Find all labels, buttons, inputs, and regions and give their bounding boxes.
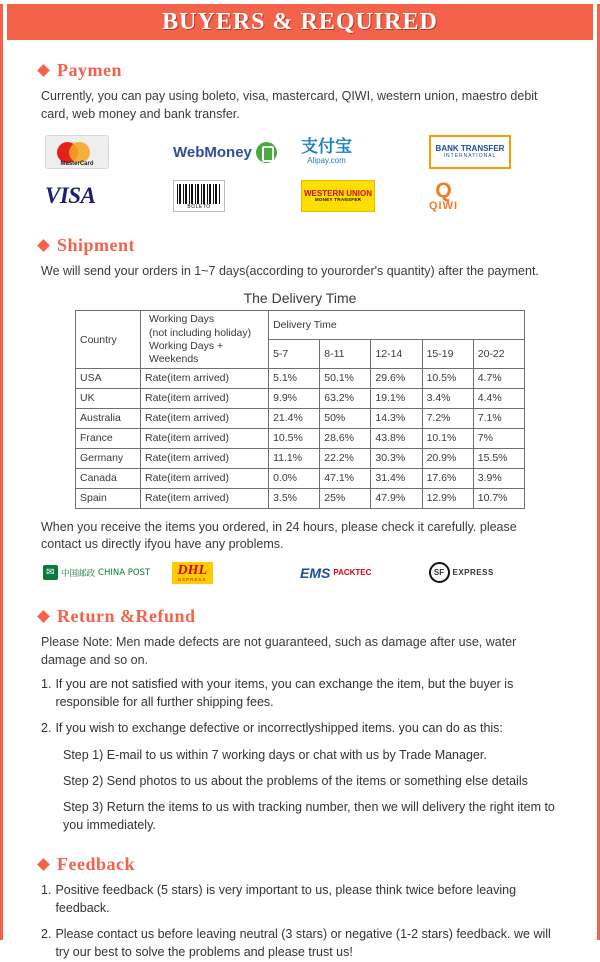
logo-cell-bank-transfer: [429, 135, 557, 169]
diamond-bullet-icon: [37, 64, 50, 77]
row-value: 28.6%: [320, 428, 371, 448]
section-return-header: [39, 606, 561, 627]
row-value: 7.1%: [473, 408, 524, 428]
row-value: 10.1%: [422, 428, 473, 448]
list-item: [41, 675, 559, 711]
row-country: France: [76, 428, 141, 448]
row-value: 30.3%: [371, 448, 422, 468]
row-country: Spain: [76, 488, 141, 508]
working-days-line-1: Working Days: [148, 313, 215, 326]
section-payment-header: [39, 60, 561, 81]
ems-label: EMS: [300, 564, 331, 581]
courier-cell-ems: [300, 565, 429, 581]
courier-cell-china-post: [43, 565, 172, 580]
list-item-text: If you wish to exchange defective or incorrectlyshipped items. you can do as this:: [55, 721, 503, 736]
row-value: 10.5%: [422, 368, 473, 388]
courier-logos: [43, 560, 557, 586]
mastercard-label: MasterCard: [60, 161, 94, 168]
logo-cell-alipay: [301, 139, 429, 165]
webmoney-label: WebMoney: [173, 143, 252, 161]
list-item: [41, 925, 559, 961]
row-value: 15.5%: [473, 448, 524, 468]
sf-express-label: EXPRESS: [452, 568, 494, 578]
alipay-label: 支付宝: [301, 137, 352, 158]
row-value: 3.5%: [269, 488, 320, 508]
list-item-index: 2.: [41, 721, 52, 736]
section-feedback-header: [39, 854, 561, 875]
table-row: [76, 448, 525, 468]
row-value: 22.2%: [320, 448, 371, 468]
list-item: [41, 881, 559, 917]
row-value: 4.7%: [473, 368, 524, 388]
range-15-19: 15-19: [422, 340, 473, 369]
payment-logo-row-2: [45, 177, 561, 215]
shipment-body: We will send your orders in 1~7 days(according to yourorder's quantity) after the payment.: [41, 264, 539, 279]
row-value: 4.4%: [473, 388, 524, 408]
dhl-sublabel: EXPRESS: [178, 576, 207, 582]
page-content: [3, 60, 597, 962]
section-title-feedback: Feedback: [57, 854, 135, 874]
diamond-bullet-icon: [37, 858, 50, 871]
row-value: 7.2%: [422, 408, 473, 428]
banner-title: BUYERS & REQUIRED: [162, 8, 438, 35]
section-shipment-header: [39, 235, 561, 256]
return-note: Please Note: Men made defects are not guaranteed, such as damage after use, water damage and so on.: [41, 634, 517, 667]
row-rate-label: Rate(item arrived): [140, 468, 268, 488]
row-value: 20.9%: [422, 448, 473, 468]
china-post-mark-icon: ✉: [43, 565, 58, 580]
row-value: 29.6%: [371, 368, 422, 388]
row-country: Canada: [76, 468, 141, 488]
payment-logos: [45, 133, 561, 215]
shipment-note: When you receive the items you ordered, in 24 hours, please check it carefully. please contact us directly ifyou have any problems.: [41, 519, 517, 552]
mastercard-circles-icon: [57, 141, 97, 163]
sf-express-logo: [429, 562, 494, 583]
return-step-1: Step 1) E-mail to us within 7 working days or chat with us by Trade Manager.: [63, 747, 487, 762]
range-8-11: 8-11: [320, 340, 371, 369]
western-union-label: WESTERN UNION: [304, 189, 372, 198]
ems-sublabel: PACKTEC: [333, 568, 372, 578]
row-rate-label: Rate(item arrived): [140, 388, 268, 408]
page-banner: [7, 4, 593, 40]
row-value: 31.4%: [371, 468, 422, 488]
ems-logo: [300, 565, 371, 581]
row-value: 0.0%: [269, 468, 320, 488]
western-union-logo: [301, 180, 375, 212]
table-row: [76, 311, 525, 340]
row-rate-label: Rate(item arrived): [140, 428, 268, 448]
return-step-2: Step 2) Send photos to us about the problems of the items or something else details: [63, 773, 528, 788]
list-item-index: 1.: [41, 883, 52, 897]
range-20-22: 20-22: [473, 340, 524, 369]
row-country: USA: [76, 368, 141, 388]
row-value: 10.5%: [269, 428, 320, 448]
table-row: [76, 488, 525, 508]
delivery-time-table: [75, 310, 525, 509]
payment-body: Currently, you can pay using boleto, visa, mastercard, QIWI, western union, maestro debit card, web money and bank transfer.: [41, 89, 538, 122]
list-item-index: 1.: [41, 677, 52, 692]
webmoney-mark-icon: [256, 142, 277, 163]
diamond-bullet-icon: [37, 239, 50, 252]
dhl-label: DHL: [177, 562, 208, 578]
list-item-index: 2.: [41, 927, 52, 942]
row-value: 50%: [320, 408, 371, 428]
sf-mark-icon: SF: [429, 562, 450, 583]
list-item-text: If you are not satisfied with your items, you can exchange the item, but the buyer is responsible for all further shipping fees.: [55, 677, 514, 710]
row-value: 3.9%: [473, 468, 524, 488]
logo-cell-boleto: [173, 180, 301, 212]
section-title-shipment: Shipment: [57, 235, 136, 256]
table-row: [76, 428, 525, 448]
delivery-table-title: The Delivery Time: [243, 290, 357, 307]
table-row: [76, 388, 525, 408]
table-row: [76, 408, 525, 428]
row-value: 9.9%: [269, 388, 320, 408]
boleto-label: BOLETO: [187, 204, 211, 211]
row-value: 10.7%: [473, 488, 524, 508]
table-row: [76, 368, 525, 388]
qiwi-label: QIWI: [429, 200, 459, 213]
row-value: 19.1%: [371, 388, 422, 408]
china-post-sublabel: CHINA POST: [98, 567, 151, 578]
row-value: 43.8%: [371, 428, 422, 448]
china-post-logo: [43, 565, 150, 580]
boleto-logo: [173, 180, 225, 212]
bank-transfer-logo: [429, 135, 511, 169]
row-country: Germany: [76, 448, 141, 468]
mastercard-logo: [45, 135, 109, 169]
alipay-sublabel: Alipay.com: [307, 156, 346, 166]
working-days-line-2: (not including holiday): [148, 326, 252, 339]
working-days-cell: [140, 311, 268, 369]
alipay-logo: [301, 139, 352, 165]
logo-cell-western-union: [301, 180, 429, 212]
list-item: [41, 719, 559, 737]
row-country: UK: [76, 388, 141, 408]
list-item-text: Please contact us before leaving neutral (3 stars) or negative (1-2 stars) feedback. we will try our best to solve the problems and please trust us!: [55, 927, 551, 960]
header-delivery-time: Delivery Time: [269, 311, 525, 340]
row-value: 7%: [473, 428, 524, 448]
courier-cell-sf-express: [429, 562, 558, 583]
list-item-text: Positive feedback (5 stars) is very important to us, please think twice before leaving feedback.: [55, 883, 517, 916]
working-days-line-3: Working Days + Weekends: [148, 339, 224, 365]
range-5-7: 5-7: [269, 340, 320, 369]
row-value: 11.1%: [269, 448, 320, 468]
dhl-logo: [172, 562, 214, 585]
return-step-3: Step 3) Return the items to us with tracking number, then we will delivery the right item to you immediately.: [63, 799, 555, 832]
china-post-label: 中国邮政: [61, 568, 96, 579]
logo-cell-webmoney: [173, 142, 301, 163]
courier-cell-dhl: [172, 562, 301, 585]
bank-transfer-sublabel: INTERNATIONAL: [443, 152, 497, 159]
row-value: 50.1%: [320, 368, 371, 388]
row-value: 63.2%: [320, 388, 371, 408]
row-rate-label: Rate(item arrived): [140, 408, 268, 428]
logo-cell-visa: [45, 183, 173, 209]
row-value: 25%: [320, 488, 371, 508]
webmoney-logo: [173, 142, 277, 163]
row-value: 5.1%: [269, 368, 320, 388]
western-union-sublabel: MONEY TRANSFER: [314, 197, 362, 202]
row-value: 47.9%: [371, 488, 422, 508]
row-value: 14.3%: [371, 408, 422, 428]
page-root: [0, 4, 600, 960]
return-items: [41, 675, 559, 834]
row-value: 3.4%: [422, 388, 473, 408]
barcode-icon: [177, 184, 221, 204]
row-value: 17.6%: [422, 468, 473, 488]
range-12-14: 12-14: [371, 340, 422, 369]
row-value: 12.9%: [422, 488, 473, 508]
payment-logo-row-1: [45, 133, 561, 171]
feedback-items: [41, 881, 559, 962]
table-row: [76, 468, 525, 488]
section-title-return: Return &Refund: [57, 605, 196, 626]
qiwi-mark: Q: [435, 179, 452, 203]
row-country: Australia: [76, 408, 141, 428]
row-rate-label: Rate(item arrived): [140, 488, 268, 508]
bank-transfer-label: BANK TRANSFER: [435, 144, 505, 154]
row-rate-label: Rate(item arrived): [140, 448, 268, 468]
diamond-bullet-icon: [37, 610, 50, 623]
row-value: 21.4%: [269, 408, 320, 428]
qiwi-logo: [429, 180, 458, 212]
section-title-payment: Paymen: [57, 60, 122, 80]
visa-logo: VISA: [45, 183, 96, 209]
logo-cell-mastercard: [45, 135, 173, 169]
logo-cell-qiwi: [429, 180, 557, 212]
header-country: Country: [76, 311, 141, 369]
row-value: 47.1%: [320, 468, 371, 488]
row-rate-label: Rate(item arrived): [140, 368, 268, 388]
